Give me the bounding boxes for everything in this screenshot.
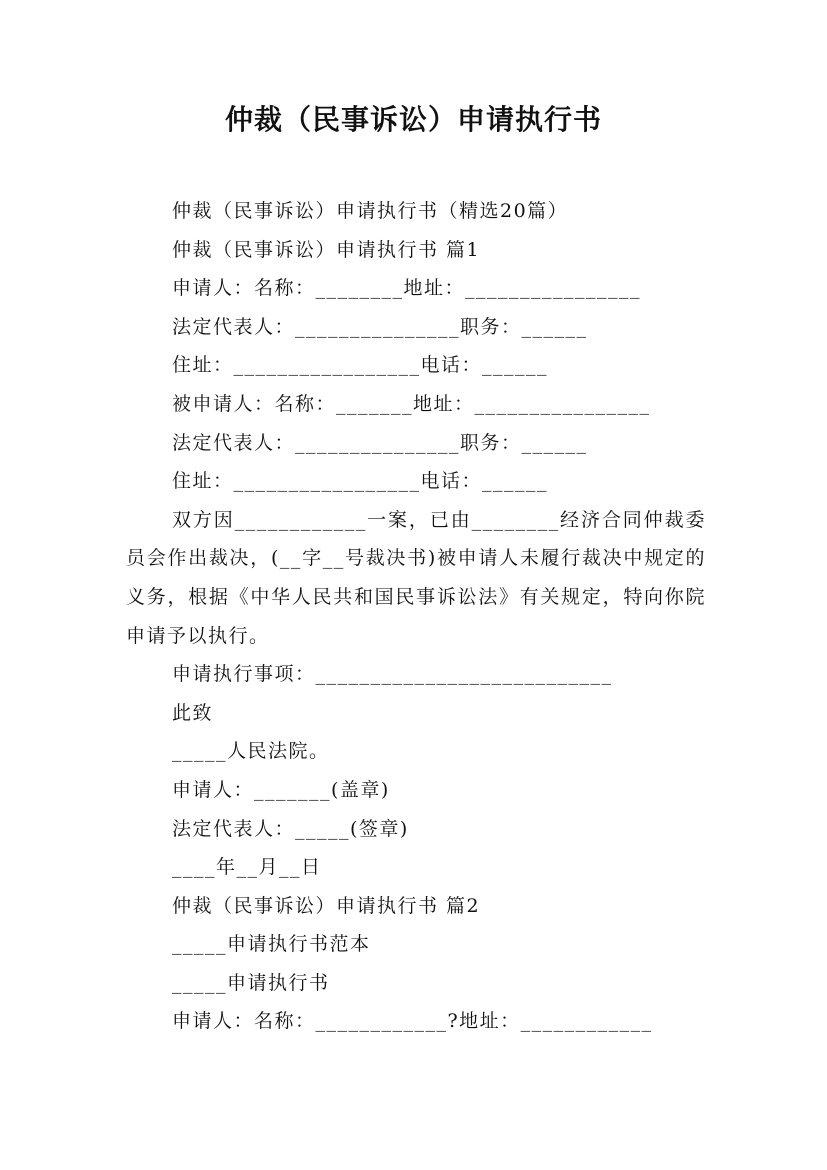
date-line: ____年__月__日 (172, 856, 322, 879)
document-body (126, 192, 706, 1041)
body-paragraph: 双方因____________一案，已由________经济合同仲裁委员会作出裁决，(__字__号裁决书)被申请人未履行裁决中规定的义务，根据《中华人民共和国民事诉讼法》有关规定，特向你院申请予以执行。 (126, 508, 706, 647)
text-line: 申请执行事项：___________________________ (172, 663, 613, 686)
text-line: _____人民法院。 (172, 740, 330, 763)
text-line: 住址：_________________电话：______ (172, 470, 549, 493)
text-line: 申请人：_______(盖章) (172, 778, 390, 801)
text-line: 法定代表人：_______________职务：______ (172, 315, 588, 338)
text-line: 法定代表人：_____(签章) (172, 817, 409, 840)
text-line: _____申请执行书 (172, 971, 330, 994)
document-title: 仲裁（民事诉讼）申请执行书 (224, 103, 602, 136)
text-line: 此致 (172, 701, 214, 724)
text-line: 申请人：名称：____________?地址：____________ (172, 1010, 653, 1033)
text-line: 仲裁（民事诉讼）申请执行书（精选20篇） (172, 200, 569, 222)
section-heading: 仲裁（民事诉讼）申请执行书 篇2 (172, 894, 481, 917)
section-heading: 仲裁（民事诉讼）申请执行书 篇1 (172, 238, 481, 261)
text-line: 被申请人：名称：_______地址：________________ (172, 392, 651, 415)
text-line: 申请人：名称：________地址：________________ (172, 277, 642, 300)
text-line: 法定代表人：_______________职务：______ (172, 431, 588, 454)
text-line: _____申请执行书范本 (172, 933, 371, 956)
text-line: 住址：_________________电话：______ (172, 354, 549, 377)
